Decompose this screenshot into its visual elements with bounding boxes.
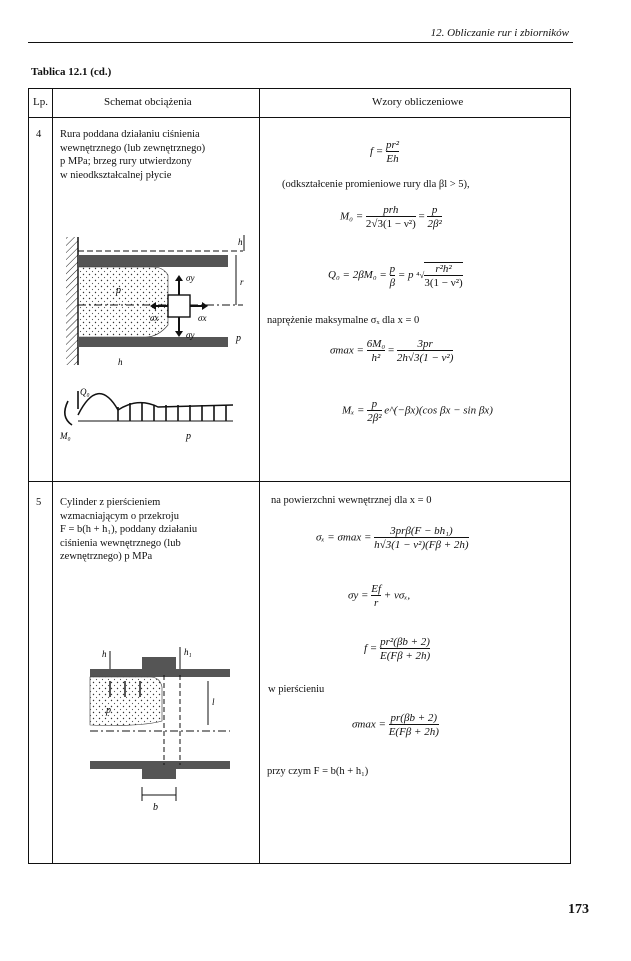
row-divider (28, 481, 571, 482)
row4-sy-label-2: σy (186, 330, 195, 340)
row5-l-label: l (212, 697, 215, 707)
row4-m0-label: M₀ (60, 431, 71, 441)
header-row-rule (28, 117, 571, 118)
col-header-lp: Lp. (33, 96, 48, 108)
row5-intro: na powierzchni wewnętrznej dla x = 0 (271, 495, 432, 506)
row4-r-label: r (240, 277, 244, 287)
row5-h1-label: h₁ (184, 647, 192, 657)
col-header-schemat: Schemat obciążenia (104, 96, 192, 108)
row4-p-label-inner: p (116, 285, 121, 296)
row5-sy-formula: σy = $\frac{Ef}{r}$ + νσₓ, (348, 583, 411, 609)
row4-smax-formula: σmax = $\frac{\text{6M₀}}{\text{h²}}$ = $\frac{3pr}{\text{2h√3(1 − ν²)}}$ (330, 338, 454, 364)
row4-load-diagram (58, 225, 258, 445)
table-caption: Tablica 12.1 (cd.) (31, 66, 112, 78)
row5-sx-formula: σₓ = σmax = $\frac{\text{3prβ(F − bh₁)}}{\text{h√3(1 − ν²)(Fβ + 2h)}}$ (316, 525, 469, 551)
row4-f-formula: f = $\frac{\text{pr²}}{Eh}$ (370, 139, 400, 165)
row4-q0-label: Q₀ (80, 387, 90, 397)
row5-p-label: p (106, 705, 111, 716)
row4-p-label-load: p (186, 431, 191, 442)
row5-h-label: h (102, 649, 107, 659)
chapter-title: 12. Obliczanie rur i zbiorników (430, 27, 569, 39)
row5-lp: 5 (36, 497, 42, 508)
row4-lp: 4 (36, 129, 42, 140)
row4-h-bottom-label: h (118, 357, 123, 367)
row5-f-formula: f = $\frac{\text{pr²(βb + 2)}}{E(F\beta + 2h)}$ (364, 636, 431, 662)
row4-q0-formula: Q₀ = 2βM₀ = $\frac{p}{\beta}$ = p ⁴√ $\frac{\text{r²h²}}{\text{3(1 − ν²)}}$ (328, 262, 463, 289)
row5-ring-diagram (80, 645, 240, 815)
row4-h-top-label: h (238, 237, 243, 247)
row4-p-label-outer: p (236, 333, 241, 344)
row5-description: Cylinder z pierścieniem wzmacniającym o przekroju F = b(h + h₁), poddany działaniu ciśnienia wewnętrznego (lub zewnętrznego) p MPa (60, 497, 198, 562)
header-rule (28, 42, 573, 43)
row4-sy-label: σy (186, 273, 195, 283)
row4-description: Rura poddana działaniu ciśnienia wewnętrznego (lub zewnętrznego) p MPa; brzeg rury utwierdzony w nieodkształcalnej płycie (60, 129, 206, 181)
row5-ring-note: w pierścieniu (268, 684, 325, 695)
col-header-wzory: Wzory obliczeniowe (372, 96, 464, 108)
row4-sx-label: σx (150, 313, 159, 323)
row5-smax-formula: σmax = $\frac{pr(\beta b + 2)}{E(F\beta + 2h)}$ (352, 712, 439, 738)
row4-sx-label-2: σx (198, 313, 207, 323)
page-number: 173 (568, 902, 589, 917)
row4-stress-note: naprężenie maksymalne σₓ dla x = 0 (267, 315, 420, 326)
col-divider-lp (52, 88, 53, 864)
col-divider-schemat (259, 88, 260, 864)
row5-where-note: przy czym F = b(h + h₁) (267, 766, 369, 777)
row5-b-label: b (153, 802, 158, 813)
row4-m0-formula: M₀ = $\frac{\text{prh}}{\text{2√3(1 − ν²)}}$ = $\frac{p}{\text{2β²}}$ (340, 204, 442, 230)
row4-mx-formula: Mₓ = $\frac{p}{\text{2β²}}$ e^(−βx)(cos βx − sin βx) (342, 398, 493, 424)
row4-note: (odkształcenie promieniowe rury dla βl > 5), (282, 179, 470, 190)
